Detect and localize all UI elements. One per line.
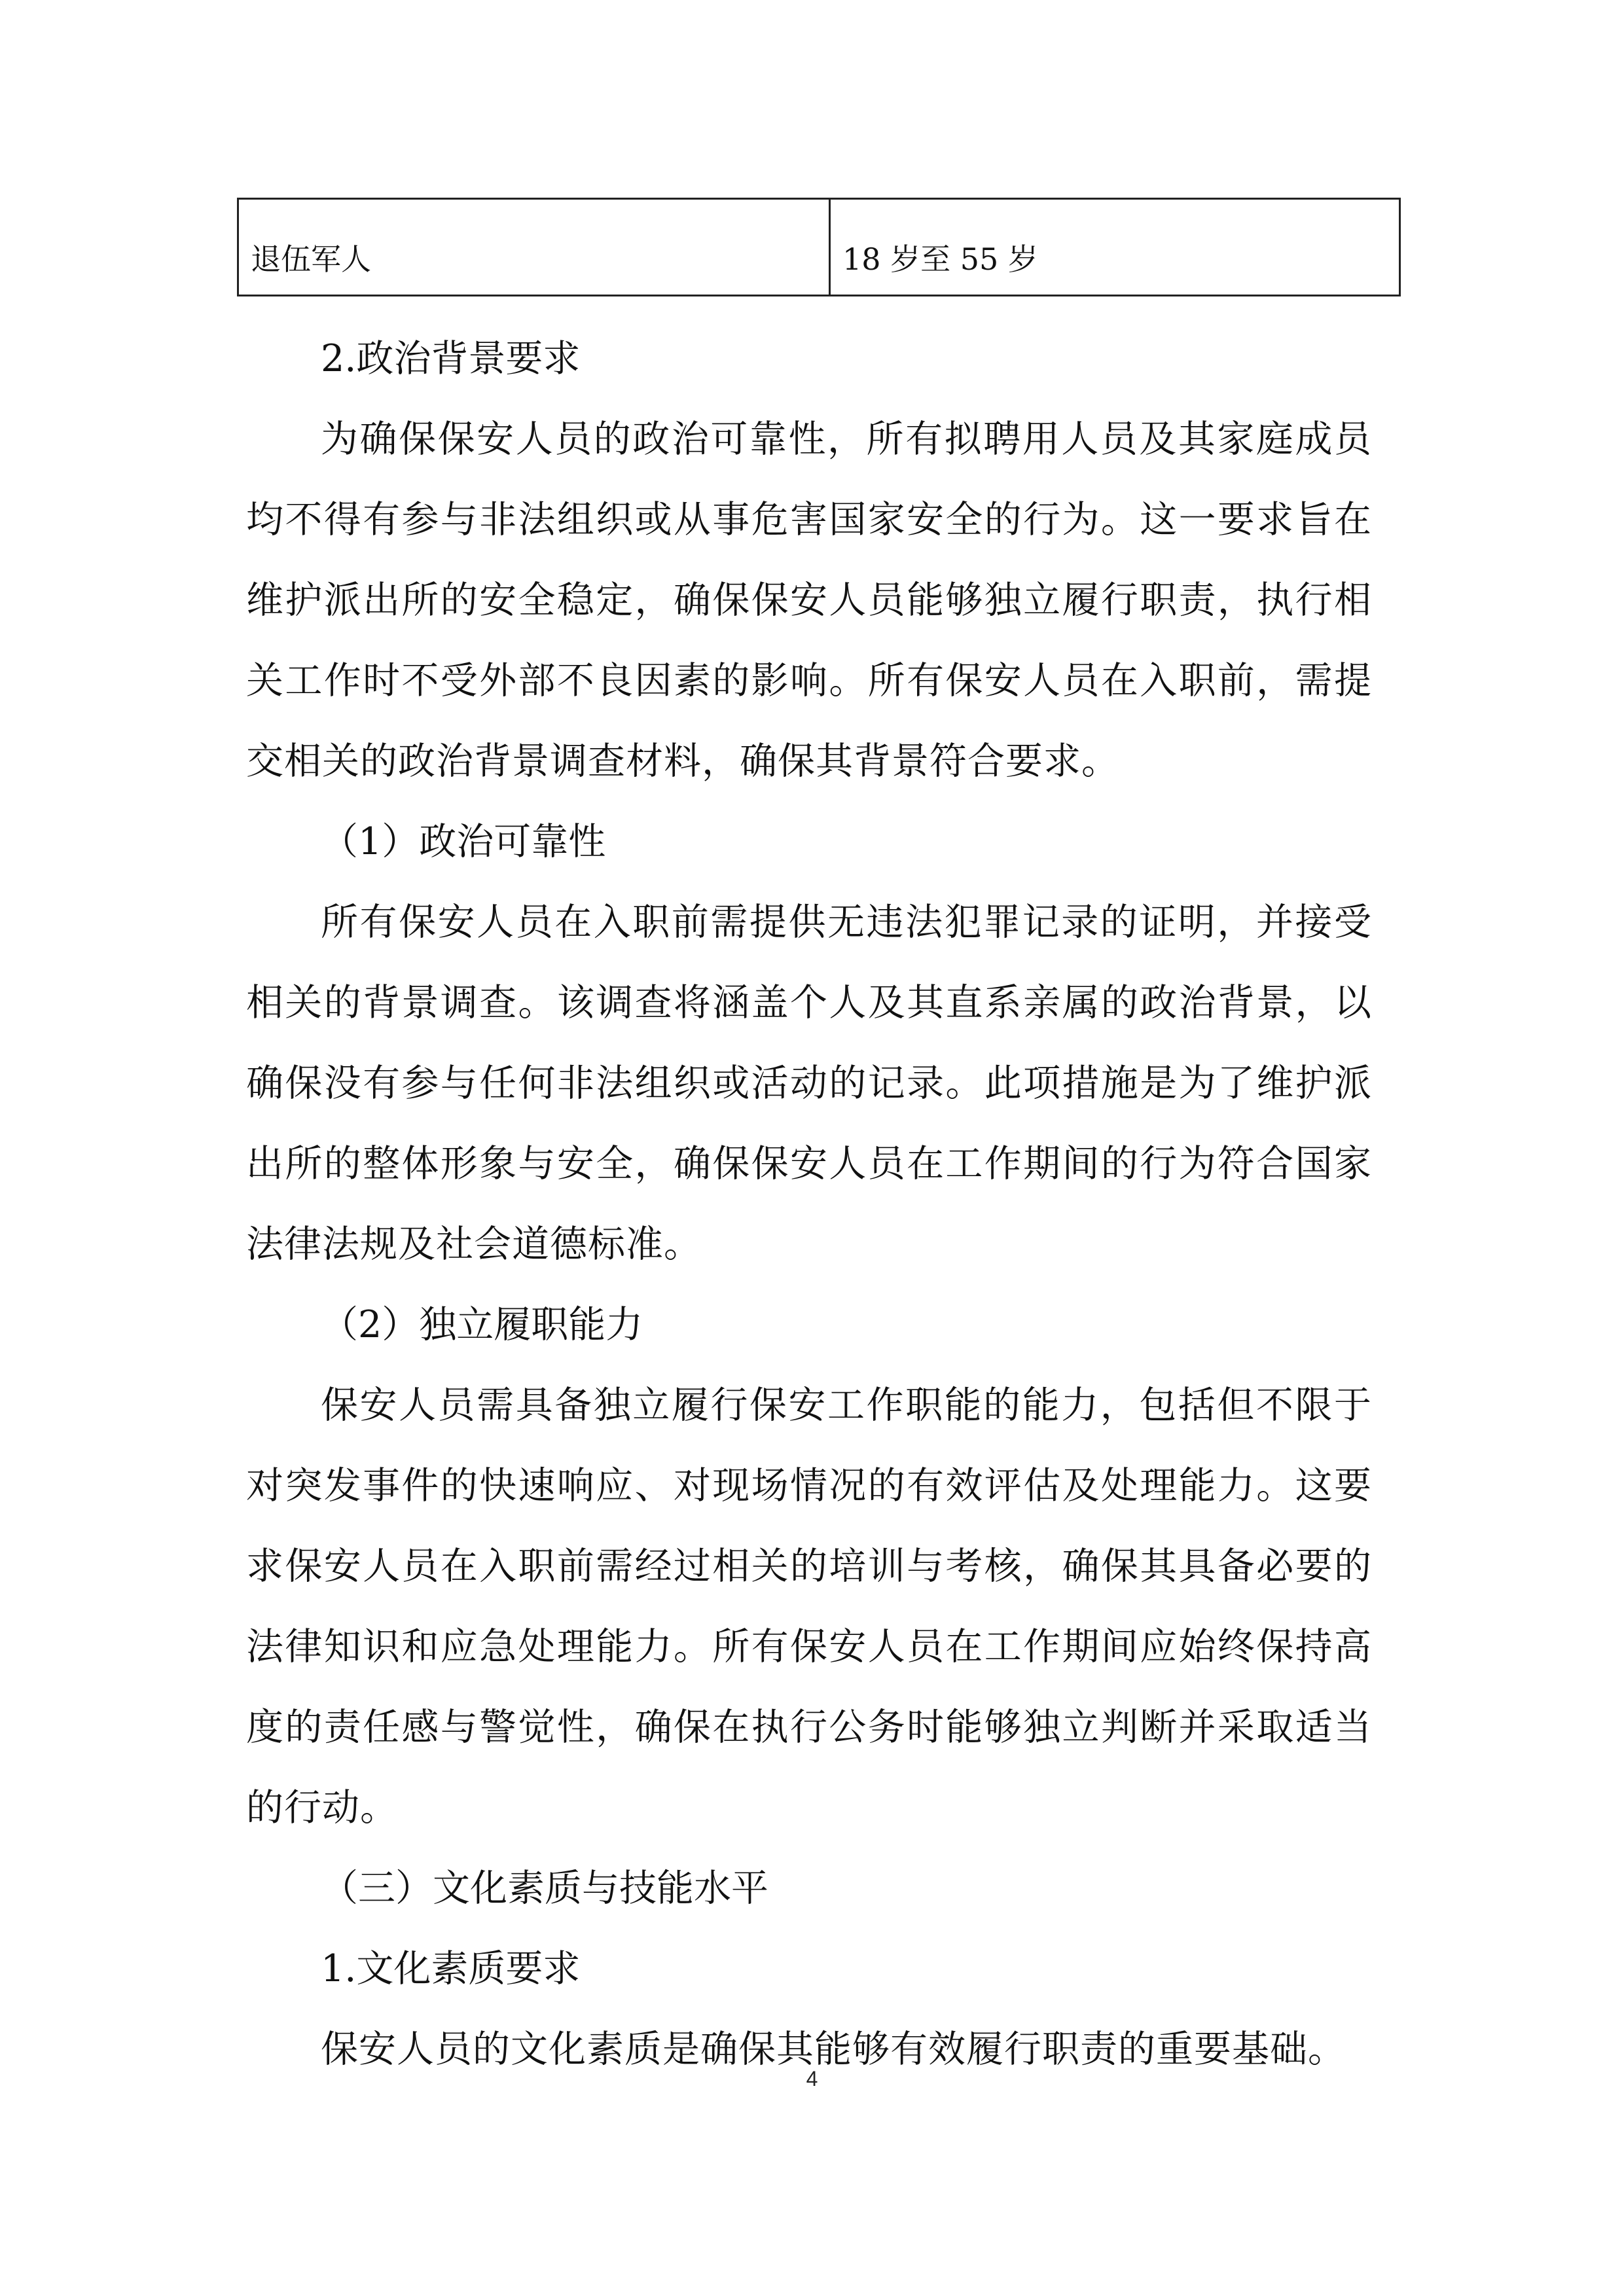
- paragraph-culture-requirement: 保安人员的文化素质是确保其能够有效履行职责的重要基础。: [321, 2028, 1346, 2071]
- subheading-independent-duty: （2）独立履职能力: [321, 1303, 643, 1346]
- paragraph-independent-duty: 保安人员需具备独立履行保安工作职能的能力，包括但不限于对突发事件的快速响应、对现场情况的有效评估及处理能力。这要求保安人员在入职前需经过相关的培训与考核，确保其具备必要的法律知识和应急处理能力。所有保安人员在工作期间应始终保持高度的责任感与警觉性，确保在执行公务时能够独立判断并采取适当的行动。: [246, 1384, 1372, 1829]
- document-body: [246, 319, 1372, 2090]
- age-requirement-table: [237, 198, 1401, 296]
- table-cell-category: 退伍军人: [238, 199, 830, 296]
- paragraph-political-reliability: 所有保安人员在入职前需提供无违法犯罪记录的证明，并接受相关的背景调查。该调查将涵盖个人及其直系亲属的政治背景，以确保没有参与任何非法组织或活动的记录。此项措施是为了维护派出所的整体形象与安全，确保保安人员在工作期间的行为符合国家法律法规及社会道德标准。: [246, 901, 1372, 1266]
- subheading-culture-requirement: 1.文化素质要求: [321, 1947, 581, 1990]
- section-heading-political-background: 2.政治背景要求: [321, 337, 581, 380]
- paragraph-political-requirement: 为确保保安人员的政治可靠性，所有拟聘用人员及其家庭成员均不得有参与非法组织或从事危害国家安全的行为。这一要求旨在维护派出所的安全稳定，确保保安人员能够独立履行职责，执行相关工作时不受外部不良因素的影响。所有保安人员在入职前，需提交相关的政治背景调查材料，确保其背景符合要求。: [246, 418, 1372, 783]
- section-heading-culture-skills: （三）文化素质与技能水平: [321, 1867, 768, 1910]
- page-number: 4: [806, 2067, 818, 2090]
- table-row: [238, 199, 1400, 296]
- table-cell-age-range: 18 岁至 55 岁: [830, 199, 1400, 296]
- subheading-political-reliability: （1）政治可靠性: [321, 820, 606, 863]
